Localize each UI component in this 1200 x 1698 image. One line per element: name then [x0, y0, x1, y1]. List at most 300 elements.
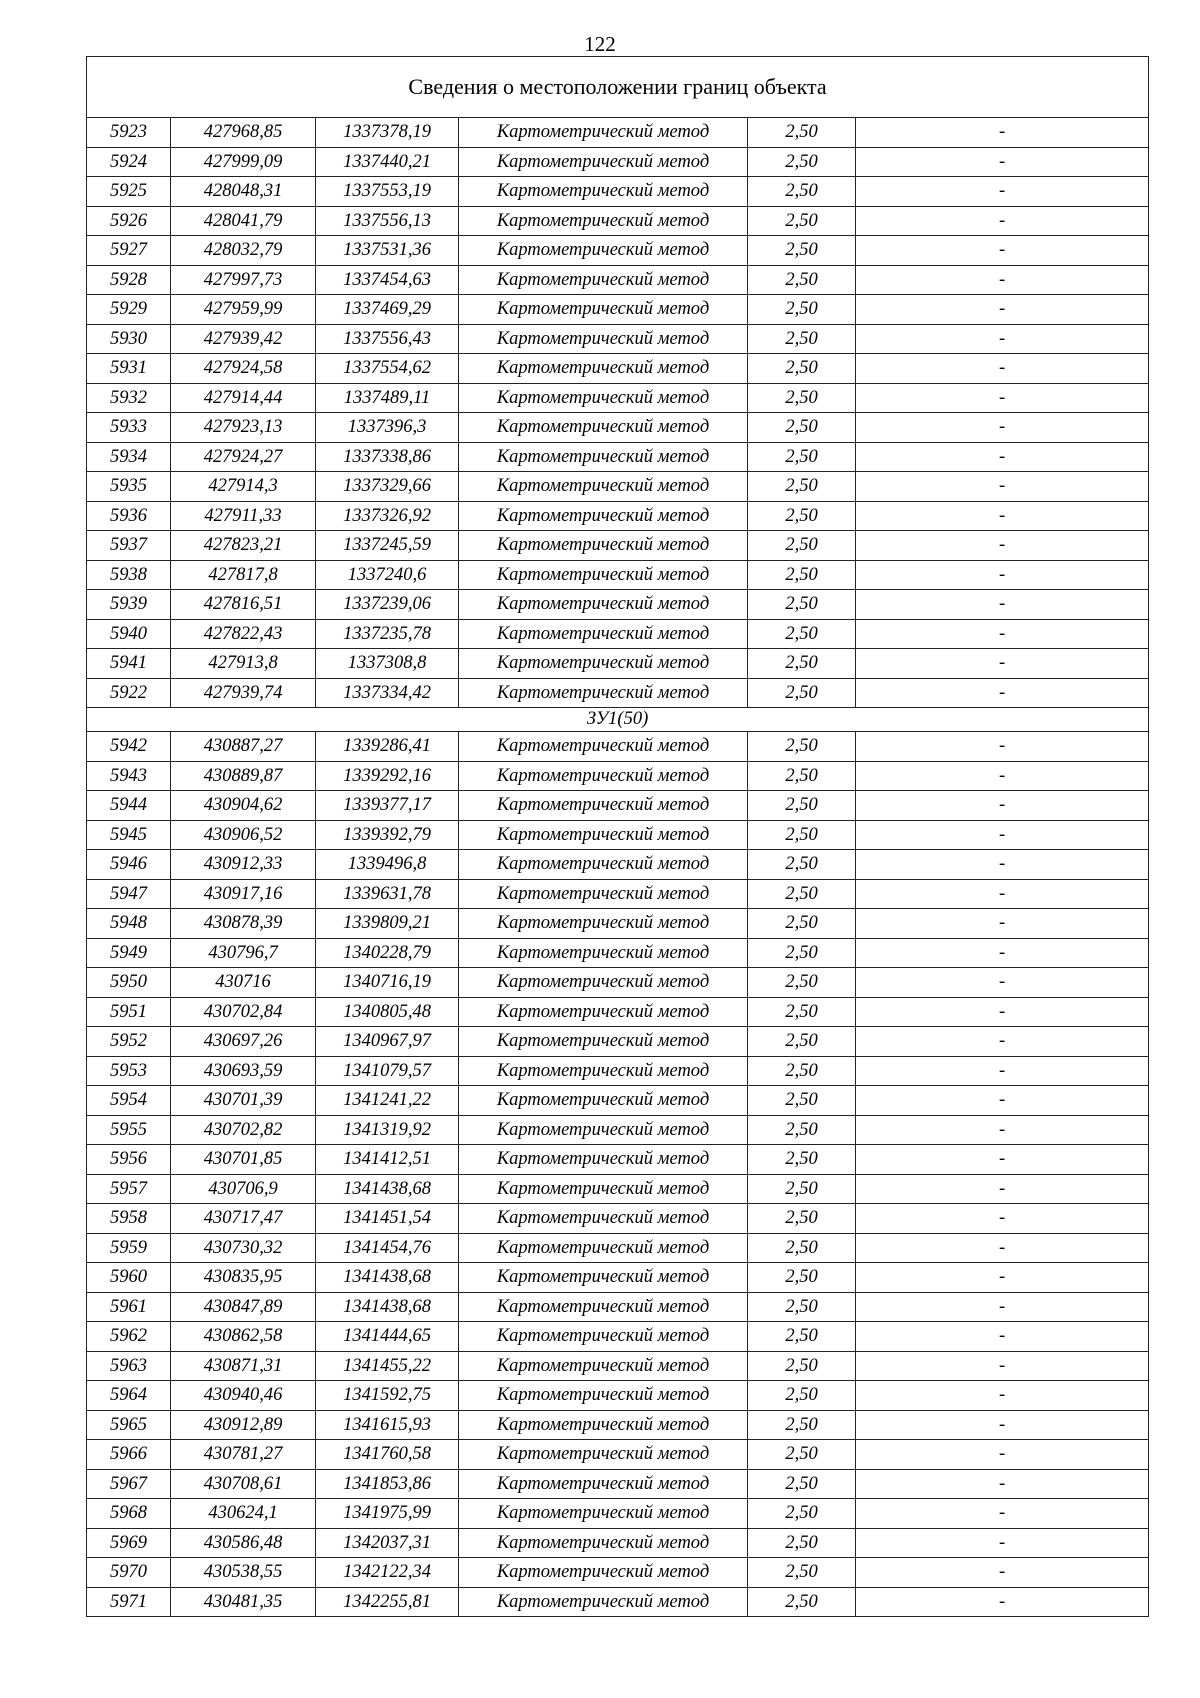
y-coordinate-cell: 1339286,41 — [316, 732, 459, 762]
accuracy-cell: 2,50 — [748, 968, 856, 998]
table-row — [87, 472, 1149, 502]
description-cell: - — [856, 1204, 1149, 1234]
table-row — [87, 1115, 1149, 1145]
y-coordinate-cell: 1341438,68 — [316, 1292, 459, 1322]
x-coordinate-cell: 427911,33 — [171, 501, 316, 531]
accuracy-cell: 2,50 — [748, 501, 856, 531]
description-cell: - — [856, 236, 1149, 266]
x-coordinate-cell: 427939,74 — [171, 678, 316, 708]
y-coordinate-cell: 1340228,79 — [316, 938, 459, 968]
accuracy-cell: 2,50 — [748, 1440, 856, 1470]
accuracy-cell: 2,50 — [748, 324, 856, 354]
accuracy-cell: 2,50 — [748, 147, 856, 177]
table-row — [87, 1440, 1149, 1470]
table-row — [87, 118, 1149, 148]
accuracy-cell: 2,50 — [748, 791, 856, 821]
description-cell: - — [856, 997, 1149, 1027]
table-row — [87, 1056, 1149, 1086]
description-cell: - — [856, 1351, 1149, 1381]
accuracy-cell: 2,50 — [748, 1528, 856, 1558]
point-number-cell: 5944 — [87, 791, 171, 821]
y-coordinate-cell: 1341615,93 — [316, 1410, 459, 1440]
accuracy-cell: 2,50 — [748, 1027, 856, 1057]
x-coordinate-cell: 430862,58 — [171, 1322, 316, 1352]
method-cell: Картометрический метод — [459, 354, 748, 384]
x-coordinate-cell: 430781,27 — [171, 1440, 316, 1470]
accuracy-cell: 2,50 — [748, 1351, 856, 1381]
x-coordinate-cell: 427913,8 — [171, 649, 316, 679]
method-cell: Картометрический метод — [459, 265, 748, 295]
accuracy-cell: 2,50 — [748, 1174, 856, 1204]
accuracy-cell: 2,50 — [748, 1056, 856, 1086]
description-cell: - — [856, 1469, 1149, 1499]
description-cell: - — [856, 295, 1149, 325]
point-number-cell: 5948 — [87, 909, 171, 939]
table-row — [87, 761, 1149, 791]
y-coordinate-cell: 1337489,11 — [316, 383, 459, 413]
accuracy-cell: 2,50 — [748, 1233, 856, 1263]
point-number-cell: 5935 — [87, 472, 171, 502]
x-coordinate-cell: 430586,48 — [171, 1528, 316, 1558]
table-row — [87, 383, 1149, 413]
description-cell: - — [856, 678, 1149, 708]
description-cell: - — [856, 177, 1149, 207]
description-cell: - — [856, 531, 1149, 561]
table-row — [87, 1027, 1149, 1057]
point-number-cell: 5928 — [87, 265, 171, 295]
method-cell: Картометрический метод — [459, 1292, 748, 1322]
y-coordinate-cell: 1340805,48 — [316, 997, 459, 1027]
boundary-coordinates-table — [86, 56, 1149, 1617]
x-coordinate-cell: 428032,79 — [171, 236, 316, 266]
point-number-cell: 5954 — [87, 1086, 171, 1116]
point-number-cell: 5960 — [87, 1263, 171, 1293]
point-number-cell: 5966 — [87, 1440, 171, 1470]
y-coordinate-cell: 1341451,54 — [316, 1204, 459, 1234]
table-row — [87, 997, 1149, 1027]
y-coordinate-cell: 1341438,68 — [316, 1174, 459, 1204]
x-coordinate-cell: 430730,32 — [171, 1233, 316, 1263]
accuracy-cell: 2,50 — [748, 1587, 856, 1617]
accuracy-cell: 2,50 — [748, 619, 856, 649]
table-row — [87, 649, 1149, 679]
y-coordinate-cell: 1341079,57 — [316, 1056, 459, 1086]
description-cell: - — [856, 732, 1149, 762]
point-number-cell: 5957 — [87, 1174, 171, 1204]
x-coordinate-cell: 430717,47 — [171, 1204, 316, 1234]
method-cell: Картометрический метод — [459, 1410, 748, 1440]
accuracy-cell: 2,50 — [748, 590, 856, 620]
table-row — [87, 1204, 1149, 1234]
table-row — [87, 442, 1149, 472]
method-cell: Картометрический метод — [459, 732, 748, 762]
x-coordinate-cell: 427924,58 — [171, 354, 316, 384]
x-coordinate-cell: 430912,89 — [171, 1410, 316, 1440]
point-number-cell: 5950 — [87, 968, 171, 998]
table-row — [87, 1558, 1149, 1588]
y-coordinate-cell: 1337553,19 — [316, 177, 459, 207]
method-cell: Картометрический метод — [459, 1115, 748, 1145]
table-row — [87, 820, 1149, 850]
y-coordinate-cell: 1337239,06 — [316, 590, 459, 620]
table-row — [87, 909, 1149, 939]
table-row — [87, 791, 1149, 821]
method-cell: Картометрический метод — [459, 909, 748, 939]
accuracy-cell: 2,50 — [748, 236, 856, 266]
table-row — [87, 501, 1149, 531]
x-coordinate-cell: 427817,8 — [171, 560, 316, 590]
table-row — [87, 1233, 1149, 1263]
point-number-cell: 5937 — [87, 531, 171, 561]
description-cell: - — [856, 1587, 1149, 1617]
x-coordinate-cell: 430796,7 — [171, 938, 316, 968]
point-number-cell: 5971 — [87, 1587, 171, 1617]
method-cell: Картометрический метод — [459, 147, 748, 177]
y-coordinate-cell: 1337378,19 — [316, 118, 459, 148]
y-coordinate-cell: 1337338,86 — [316, 442, 459, 472]
point-number-cell: 5955 — [87, 1115, 171, 1145]
point-number-cell: 5940 — [87, 619, 171, 649]
description-cell: - — [856, 1440, 1149, 1470]
x-coordinate-cell: 430706,9 — [171, 1174, 316, 1204]
x-coordinate-cell: 430624,1 — [171, 1499, 316, 1529]
table-body — [87, 57, 1149, 1617]
point-number-cell: 5969 — [87, 1528, 171, 1558]
description-cell: - — [856, 1558, 1149, 1588]
table-row — [87, 265, 1149, 295]
x-coordinate-cell: 427914,3 — [171, 472, 316, 502]
table-row — [87, 732, 1149, 762]
accuracy-cell: 2,50 — [748, 1410, 856, 1440]
x-coordinate-cell: 430878,39 — [171, 909, 316, 939]
table-row — [87, 295, 1149, 325]
method-cell: Картометрический метод — [459, 1587, 748, 1617]
y-coordinate-cell: 1339631,78 — [316, 879, 459, 909]
y-coordinate-cell: 1339292,16 — [316, 761, 459, 791]
point-number-cell: 5963 — [87, 1351, 171, 1381]
table-row — [87, 1351, 1149, 1381]
y-coordinate-cell: 1337454,63 — [316, 265, 459, 295]
method-cell: Картометрический метод — [459, 1263, 748, 1293]
table-row — [87, 1086, 1149, 1116]
description-cell: - — [856, 909, 1149, 939]
table-row — [87, 938, 1149, 968]
y-coordinate-cell: 1337240,6 — [316, 560, 459, 590]
accuracy-cell: 2,50 — [748, 850, 856, 880]
table-row — [87, 1145, 1149, 1175]
table-row — [87, 968, 1149, 998]
method-cell: Картометрический метод — [459, 1469, 748, 1499]
accuracy-cell: 2,50 — [748, 560, 856, 590]
accuracy-cell: 2,50 — [748, 1322, 856, 1352]
accuracy-cell: 2,50 — [748, 938, 856, 968]
point-number-cell: 5924 — [87, 147, 171, 177]
description-cell: - — [856, 560, 1149, 590]
x-coordinate-cell: 430538,55 — [171, 1558, 316, 1588]
description-cell: - — [856, 879, 1149, 909]
description-cell: - — [856, 1381, 1149, 1411]
x-coordinate-cell: 430835,95 — [171, 1263, 316, 1293]
description-cell: - — [856, 1410, 1149, 1440]
description-cell: - — [856, 938, 1149, 968]
y-coordinate-cell: 1337245,59 — [316, 531, 459, 561]
accuracy-cell: 2,50 — [748, 442, 856, 472]
method-cell: Картометрический метод — [459, 1027, 748, 1057]
method-cell: Картометрический метод — [459, 1233, 748, 1263]
point-number-cell: 5942 — [87, 732, 171, 762]
point-number-cell: 5964 — [87, 1381, 171, 1411]
y-coordinate-cell: 1341454,76 — [316, 1233, 459, 1263]
table-row — [87, 1322, 1149, 1352]
method-cell: Картометрический метод — [459, 118, 748, 148]
method-cell: Картометрический метод — [459, 761, 748, 791]
y-coordinate-cell: 1339809,21 — [316, 909, 459, 939]
table-row — [87, 354, 1149, 384]
method-cell: Картометрический метод — [459, 590, 748, 620]
method-cell: Картометрический метод — [459, 820, 748, 850]
y-coordinate-cell: 1337440,21 — [316, 147, 459, 177]
table-row — [87, 177, 1149, 207]
description-cell: - — [856, 968, 1149, 998]
y-coordinate-cell: 1342037,31 — [316, 1528, 459, 1558]
method-cell: Картометрический метод — [459, 619, 748, 649]
method-cell: Картометрический метод — [459, 531, 748, 561]
method-cell: Картометрический метод — [459, 236, 748, 266]
point-number-cell: 5933 — [87, 413, 171, 443]
accuracy-cell: 2,50 — [748, 354, 856, 384]
accuracy-cell: 2,50 — [748, 383, 856, 413]
table-row — [87, 1263, 1149, 1293]
table-row — [87, 236, 1149, 266]
point-number-cell: 5929 — [87, 295, 171, 325]
method-cell: Картометрический метод — [459, 1528, 748, 1558]
description-cell: - — [856, 118, 1149, 148]
y-coordinate-cell: 1337329,66 — [316, 472, 459, 502]
method-cell: Картометрический метод — [459, 850, 748, 880]
x-coordinate-cell: 427999,09 — [171, 147, 316, 177]
method-cell: Картометрический метод — [459, 1056, 748, 1086]
point-number-cell: 5925 — [87, 177, 171, 207]
method-cell: Картометрический метод — [459, 968, 748, 998]
point-number-cell: 5943 — [87, 761, 171, 791]
y-coordinate-cell: 1339392,79 — [316, 820, 459, 850]
section-label: ЗУ1(50) — [87, 708, 1149, 732]
accuracy-cell: 2,50 — [748, 1204, 856, 1234]
point-number-cell: 5962 — [87, 1322, 171, 1352]
accuracy-cell: 2,50 — [748, 531, 856, 561]
y-coordinate-cell: 1341760,58 — [316, 1440, 459, 1470]
method-cell: Картометрический метод — [459, 678, 748, 708]
description-cell: - — [856, 1322, 1149, 1352]
x-coordinate-cell: 430701,85 — [171, 1145, 316, 1175]
accuracy-cell: 2,50 — [748, 649, 856, 679]
x-coordinate-cell: 428041,79 — [171, 206, 316, 236]
table-title: Сведения о местоположении границ объекта — [87, 57, 1149, 118]
y-coordinate-cell: 1341412,51 — [316, 1145, 459, 1175]
description-cell: - — [856, 1292, 1149, 1322]
table-title-row — [87, 57, 1149, 118]
description-cell: - — [856, 501, 1149, 531]
y-coordinate-cell: 1340967,97 — [316, 1027, 459, 1057]
accuracy-cell: 2,50 — [748, 732, 856, 762]
description-cell: - — [856, 442, 1149, 472]
point-number-cell: 5947 — [87, 879, 171, 909]
table-row — [87, 147, 1149, 177]
x-coordinate-cell: 427924,27 — [171, 442, 316, 472]
x-coordinate-cell: 430702,84 — [171, 997, 316, 1027]
point-number-cell: 5938 — [87, 560, 171, 590]
accuracy-cell: 2,50 — [748, 413, 856, 443]
y-coordinate-cell: 1341455,22 — [316, 1351, 459, 1381]
section-header-row — [87, 708, 1149, 732]
y-coordinate-cell: 1341853,86 — [316, 1469, 459, 1499]
description-cell: - — [856, 1086, 1149, 1116]
y-coordinate-cell: 1337554,62 — [316, 354, 459, 384]
point-number-cell: 5949 — [87, 938, 171, 968]
accuracy-cell: 2,50 — [748, 1381, 856, 1411]
method-cell: Картометрический метод — [459, 1086, 748, 1116]
table-row — [87, 324, 1149, 354]
description-cell: - — [856, 147, 1149, 177]
point-number-cell: 5951 — [87, 997, 171, 1027]
method-cell: Картометрический метод — [459, 442, 748, 472]
table-row — [87, 1292, 1149, 1322]
table-row — [87, 850, 1149, 880]
description-cell: - — [856, 383, 1149, 413]
accuracy-cell: 2,50 — [748, 177, 856, 207]
method-cell: Картометрический метод — [459, 472, 748, 502]
table-row — [87, 590, 1149, 620]
table-row — [87, 531, 1149, 561]
table-row — [87, 1587, 1149, 1617]
y-coordinate-cell: 1341438,68 — [316, 1263, 459, 1293]
point-number-cell: 5946 — [87, 850, 171, 880]
point-number-cell: 5958 — [87, 1204, 171, 1234]
description-cell: - — [856, 206, 1149, 236]
table-row — [87, 1410, 1149, 1440]
x-coordinate-cell: 430716 — [171, 968, 316, 998]
point-number-cell: 5961 — [87, 1292, 171, 1322]
x-coordinate-cell: 427914,44 — [171, 383, 316, 413]
y-coordinate-cell: 1340716,19 — [316, 968, 459, 998]
method-cell: Картометрический метод — [459, 383, 748, 413]
page-number: 122 — [584, 32, 616, 56]
accuracy-cell: 2,50 — [748, 879, 856, 909]
y-coordinate-cell: 1337235,78 — [316, 619, 459, 649]
table-row — [87, 206, 1149, 236]
method-cell: Картометрический метод — [459, 879, 748, 909]
point-number-cell: 5922 — [87, 678, 171, 708]
x-coordinate-cell: 428048,31 — [171, 177, 316, 207]
x-coordinate-cell: 430871,31 — [171, 1351, 316, 1381]
accuracy-cell: 2,50 — [748, 820, 856, 850]
description-cell: - — [856, 324, 1149, 354]
x-coordinate-cell: 430847,89 — [171, 1292, 316, 1322]
table-row — [87, 560, 1149, 590]
y-coordinate-cell: 1337531,36 — [316, 236, 459, 266]
x-coordinate-cell: 427939,42 — [171, 324, 316, 354]
description-cell: - — [856, 1027, 1149, 1057]
point-number-cell: 5968 — [87, 1499, 171, 1529]
point-number-cell: 5956 — [87, 1145, 171, 1175]
accuracy-cell: 2,50 — [748, 997, 856, 1027]
description-cell: - — [856, 619, 1149, 649]
accuracy-cell: 2,50 — [748, 1145, 856, 1175]
y-coordinate-cell: 1337556,43 — [316, 324, 459, 354]
method-cell: Картометрический метод — [459, 501, 748, 531]
accuracy-cell: 2,50 — [748, 1086, 856, 1116]
y-coordinate-cell: 1341241,22 — [316, 1086, 459, 1116]
x-coordinate-cell: 430697,26 — [171, 1027, 316, 1057]
description-cell: - — [856, 590, 1149, 620]
method-cell: Картометрический метод — [459, 997, 748, 1027]
method-cell: Картометрический метод — [459, 1145, 748, 1175]
method-cell: Картометрический метод — [459, 1174, 748, 1204]
accuracy-cell: 2,50 — [748, 1469, 856, 1499]
y-coordinate-cell: 1341975,99 — [316, 1499, 459, 1529]
x-coordinate-cell: 430701,39 — [171, 1086, 316, 1116]
point-number-cell: 5931 — [87, 354, 171, 384]
accuracy-cell: 2,50 — [748, 295, 856, 325]
method-cell: Картометрический метод — [459, 1204, 748, 1234]
accuracy-cell: 2,50 — [748, 206, 856, 236]
x-coordinate-cell: 427968,85 — [171, 118, 316, 148]
x-coordinate-cell: 430906,52 — [171, 820, 316, 850]
description-cell: - — [856, 1056, 1149, 1086]
description-cell: - — [856, 1115, 1149, 1145]
x-coordinate-cell: 430481,35 — [171, 1587, 316, 1617]
point-number-cell: 5965 — [87, 1410, 171, 1440]
table-row — [87, 1528, 1149, 1558]
table-row — [87, 413, 1149, 443]
y-coordinate-cell: 1341444,65 — [316, 1322, 459, 1352]
table-row — [87, 678, 1149, 708]
y-coordinate-cell: 1341319,92 — [316, 1115, 459, 1145]
y-coordinate-cell: 1337308,8 — [316, 649, 459, 679]
table-row — [87, 1499, 1149, 1529]
accuracy-cell: 2,50 — [748, 118, 856, 148]
accuracy-cell: 2,50 — [748, 678, 856, 708]
description-cell: - — [856, 1174, 1149, 1204]
description-cell: - — [856, 761, 1149, 791]
point-number-cell: 5953 — [87, 1056, 171, 1086]
accuracy-cell: 2,50 — [748, 1558, 856, 1588]
x-coordinate-cell: 427959,99 — [171, 295, 316, 325]
x-coordinate-cell: 430904,62 — [171, 791, 316, 821]
x-coordinate-cell: 430887,27 — [171, 732, 316, 762]
description-cell: - — [856, 649, 1149, 679]
x-coordinate-cell: 427822,43 — [171, 619, 316, 649]
point-number-cell: 5952 — [87, 1027, 171, 1057]
x-coordinate-cell: 427816,51 — [171, 590, 316, 620]
point-number-cell: 5930 — [87, 324, 171, 354]
accuracy-cell: 2,50 — [748, 1292, 856, 1322]
y-coordinate-cell: 1337396,3 — [316, 413, 459, 443]
x-coordinate-cell: 427997,73 — [171, 265, 316, 295]
point-number-cell: 5970 — [87, 1558, 171, 1588]
point-number-cell: 5927 — [87, 236, 171, 266]
y-coordinate-cell: 1337326,92 — [316, 501, 459, 531]
table-row — [87, 1381, 1149, 1411]
method-cell: Картометрический метод — [459, 560, 748, 590]
method-cell: Картометрический метод — [459, 1499, 748, 1529]
method-cell: Картометрический метод — [459, 1558, 748, 1588]
point-number-cell: 5926 — [87, 206, 171, 236]
accuracy-cell: 2,50 — [748, 265, 856, 295]
method-cell: Картометрический метод — [459, 206, 748, 236]
table-row — [87, 879, 1149, 909]
point-number-cell: 5932 — [87, 383, 171, 413]
